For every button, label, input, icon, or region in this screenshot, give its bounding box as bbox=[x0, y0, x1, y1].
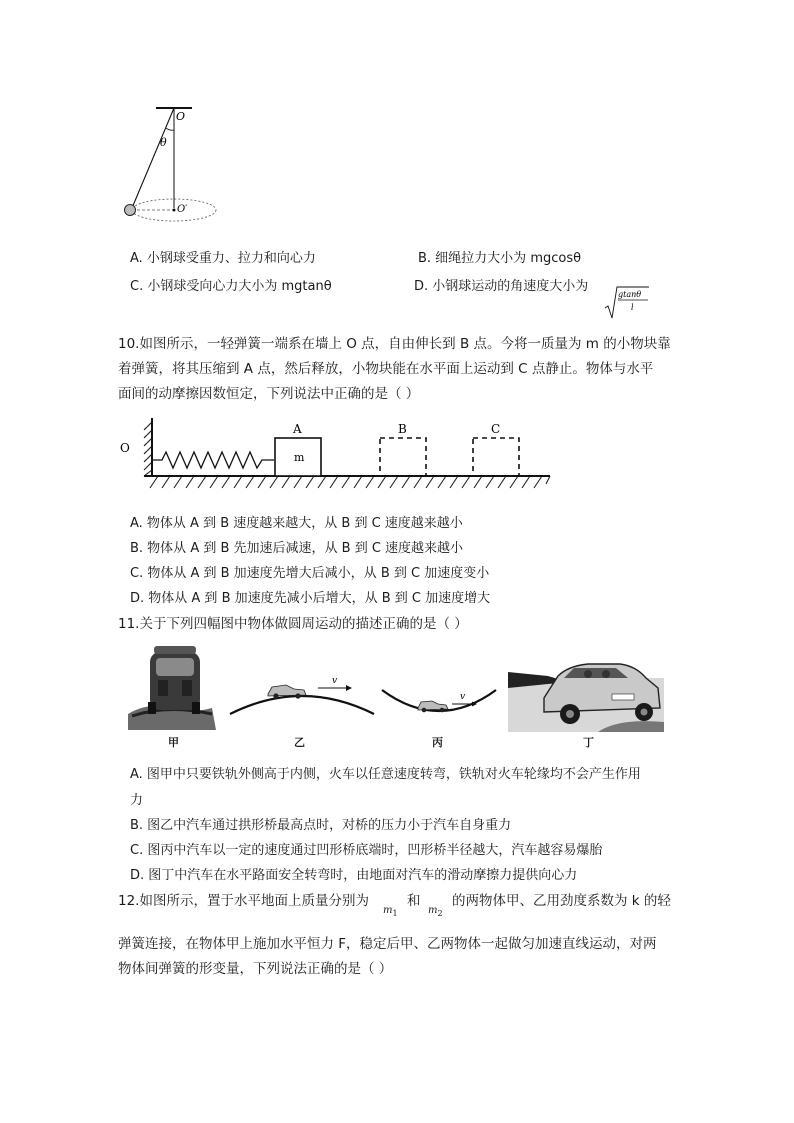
q11-option-d: D. 图丁中汽车在水平路面安全转弯时，由地面对汽车的滑动摩擦力提供向心力 bbox=[130, 868, 578, 883]
q11-stem: 11.关于下列四幅图中物体做圆周运动的描述正确的是（ ） bbox=[118, 616, 468, 632]
q10-option-c: C. 物体从 A 到 B 加速度先增大后减小，从 B 到 C 加速度变小 bbox=[130, 566, 490, 581]
spring bbox=[152, 452, 274, 468]
label-a: A bbox=[293, 422, 302, 436]
formula-numerator: gtanθ bbox=[618, 290, 642, 299]
block-b-dashed bbox=[380, 438, 426, 476]
caption-yi: 乙 bbox=[294, 736, 305, 749]
q12-m1 bbox=[383, 905, 398, 918]
q12-and: 和 bbox=[407, 893, 421, 909]
q9-option-b: B. 细绳拉力大小为 mgcosθ bbox=[418, 251, 582, 266]
q12-stem-part2: 的两物体甲、乙用劲度系数为 k 的轻 bbox=[452, 893, 671, 909]
figure-ding-car-turning bbox=[508, 648, 664, 732]
steel-ball bbox=[125, 205, 136, 216]
q12-stem-line3: 物体间弹簧的形变量，下列说法正确的是（ ） bbox=[118, 961, 393, 977]
arch-bridge bbox=[230, 696, 374, 714]
spring-block-figure bbox=[118, 414, 558, 494]
label-o: O bbox=[176, 110, 186, 123]
figure-jia-train bbox=[128, 644, 216, 730]
q9-option-c: C. 小钢球受向心力大小为 mgtanθ bbox=[130, 279, 332, 294]
q12-stem-part1: 12.如图所示，置于水平地面上质量分别为 bbox=[118, 893, 369, 909]
q10-stem-line1: 10.如图所示，一轻弹簧一端系在墙上 O 点，自由伸长到 B 点。今将一质量为 m 的小物块靠 bbox=[118, 336, 671, 352]
q10-option-a: A. 物体从 A 到 B 速度越来越大，从 B 到 C 速度越来越小 bbox=[130, 516, 463, 531]
m1-symbol: m bbox=[383, 905, 393, 916]
caption-jia: 甲 bbox=[168, 736, 179, 749]
m2-subscript: 2 bbox=[437, 909, 443, 918]
pendulum-string bbox=[132, 108, 174, 208]
conical-pendulum-figure bbox=[112, 100, 222, 230]
caption-bing: 丙 bbox=[432, 736, 443, 749]
label-m: m bbox=[294, 451, 305, 464]
label-theta: θ bbox=[160, 136, 167, 149]
ground-hatch bbox=[150, 476, 550, 488]
q10-option-d: D. 物体从 A 到 B 加速度先减小后增大，从 B 到 C 加速度增大 bbox=[130, 591, 491, 606]
velocity-label: v bbox=[460, 692, 466, 702]
q10-option-b: B. 物体从 A 到 B 先加速后减速，从 B 到 C 速度越来越小 bbox=[130, 541, 464, 556]
q11-option-a-line2: 力 bbox=[130, 793, 144, 808]
q9-option-d: D. 小钢球运动的角速度大小为 bbox=[414, 279, 589, 294]
figure-bing-concave-bridge bbox=[380, 686, 498, 722]
q10-stem-line2: 着弹簧，将其压缩到 A 点，然后释放，小物块能在水平面上运动到 C 点静止。物体与水平 bbox=[118, 361, 654, 377]
label-b: B bbox=[398, 422, 407, 436]
label-o-prime: O′ bbox=[177, 204, 188, 215]
q11-option-b: B. 图乙中汽车通过拱形桥最高点时，对桥的压力小于汽车自身重力 bbox=[130, 818, 512, 833]
angle-arc bbox=[166, 128, 174, 130]
label-o: O bbox=[120, 441, 130, 455]
velocity-label: v bbox=[332, 676, 338, 686]
figure-yi-arch-bridge bbox=[228, 668, 376, 720]
label-c: C bbox=[491, 422, 501, 436]
center-dot bbox=[173, 209, 176, 212]
wall-hatch bbox=[144, 422, 152, 476]
m2-symbol: m bbox=[428, 905, 438, 916]
q12-stem-line2: 弹簧连接，在物体甲上施加水平恒力 F，稳定后甲、乙两物体一起做匀加速直线运动，对两 bbox=[118, 936, 657, 952]
m1-subscript: 1 bbox=[392, 909, 398, 918]
q9-option-a: A. 小钢球受重力、拉力和向心力 bbox=[130, 251, 316, 266]
q11-option-a-line1: A. 图甲中只要铁轨外侧高于内侧，火车以任意速度转弯，铁轨对火车轮缘均不会产生作用 bbox=[130, 767, 641, 782]
q12-m2 bbox=[428, 905, 443, 918]
caption-ding: 丁 bbox=[583, 736, 594, 749]
q10-stem-line3: 面间的动摩擦因数恒定，下列说法中正确的是（ ） bbox=[118, 386, 420, 402]
formula-denominator: l bbox=[631, 303, 634, 312]
q11-option-c: C. 图丙中汽车以一定的速度通过凹形桥底端时，凹形桥半径越大，汽车越容易爆胎 bbox=[130, 843, 603, 858]
block-c-dashed bbox=[473, 438, 519, 476]
sqrt-formula bbox=[604, 286, 650, 320]
